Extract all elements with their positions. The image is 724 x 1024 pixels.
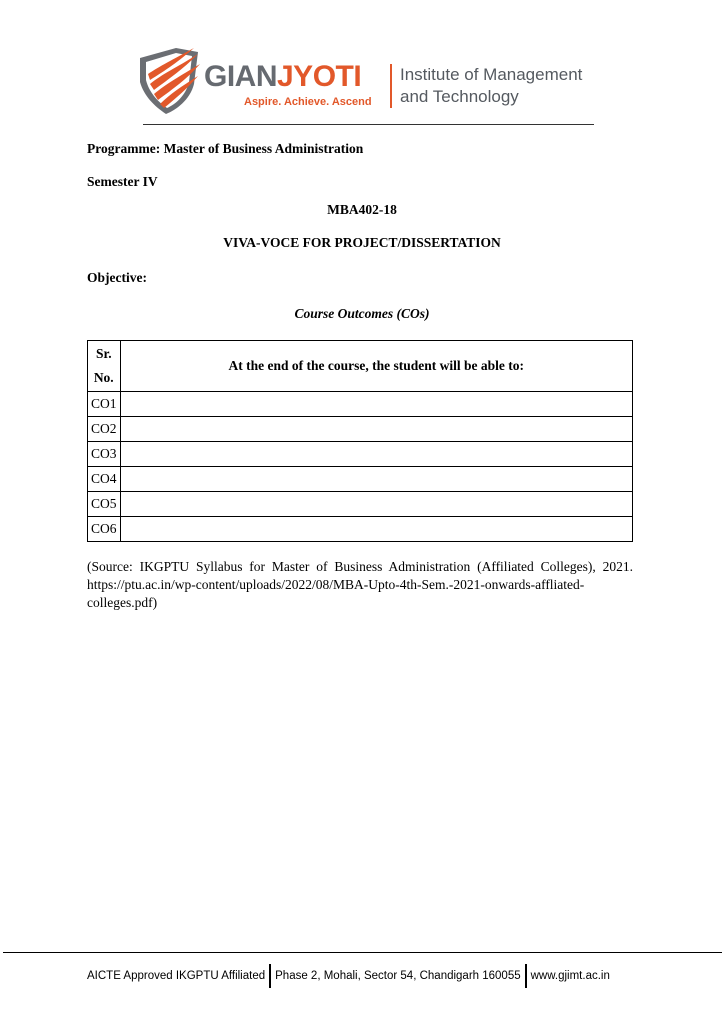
shield-logo-icon (136, 44, 202, 116)
row-label: CO5 (88, 492, 121, 517)
footer-website[interactable]: www.gjimt.ac.in (530, 970, 610, 982)
table-row (88, 392, 633, 417)
row-label: CO4 (88, 467, 121, 492)
course-code: MBA402-18 (327, 202, 397, 217)
brand-name-right: JYOTI (277, 60, 362, 93)
row-label: CO3 (88, 442, 121, 467)
row-label: CO2 (88, 417, 121, 442)
row-label: CO6 (88, 517, 121, 542)
table-row (88, 417, 633, 442)
table-row (88, 442, 633, 467)
brand-tagline: Aspire. Achieve. Ascend (244, 96, 372, 108)
footer-address: Phase 2, Mohali, Sector 54, Chandigarh 160055 (275, 970, 521, 982)
footer-rule (3, 952, 722, 953)
brand-name-left: GIAN (204, 60, 277, 93)
semester-heading: Semester IV (87, 174, 158, 189)
row-label: CO1 (88, 392, 121, 417)
row-outcome-cell (120, 517, 632, 542)
table-row (88, 492, 633, 517)
header-rule (143, 124, 594, 125)
course-title: VIVA-VOCE FOR PROJECT/DISSERTATION (223, 235, 501, 250)
brand-name (204, 62, 361, 92)
institute-name-line2: and Technology (400, 87, 519, 106)
table-header-row (88, 341, 633, 392)
course-outcomes-table (87, 340, 633, 542)
header-sr-line2: No. (93, 370, 114, 385)
logo-divider (390, 64, 392, 108)
table-caption: Course Outcomes (COs) (294, 306, 430, 321)
row-outcome-cell (120, 417, 632, 442)
table-row (88, 517, 633, 542)
header-outcome: At the end of the course, the student will be able to: (120, 341, 632, 392)
source-citation: (Source: IKGPTU Syllabus for Master of Business Administration (Affiliated Colleges), 2021. https://ptu.ac.in/wp-content/uploads/2022/08/MBA-Upto-4th-Sem.-2021-onwards-affliated-colleges.pdf) (87, 559, 633, 610)
table-row (88, 467, 633, 492)
row-outcome-cell (120, 467, 632, 492)
institute-name-line1: Institute of Management (400, 65, 583, 84)
footer-divider (269, 964, 271, 988)
institute-name (400, 64, 582, 108)
objective-label: Objective: (87, 270, 147, 285)
footer-approval: AICTE Approved IKGPTU Affiliated (87, 970, 266, 982)
programme-heading: Programme: Master of Business Administration (87, 141, 364, 156)
header-sr-no (88, 341, 121, 392)
row-outcome-cell (120, 492, 632, 517)
institute-logo (136, 44, 596, 116)
page-footer (87, 964, 610, 988)
footer-divider (525, 964, 527, 988)
row-outcome-cell (120, 442, 632, 467)
row-outcome-cell (120, 392, 632, 417)
header-sr-line1: Sr. (95, 346, 112, 361)
